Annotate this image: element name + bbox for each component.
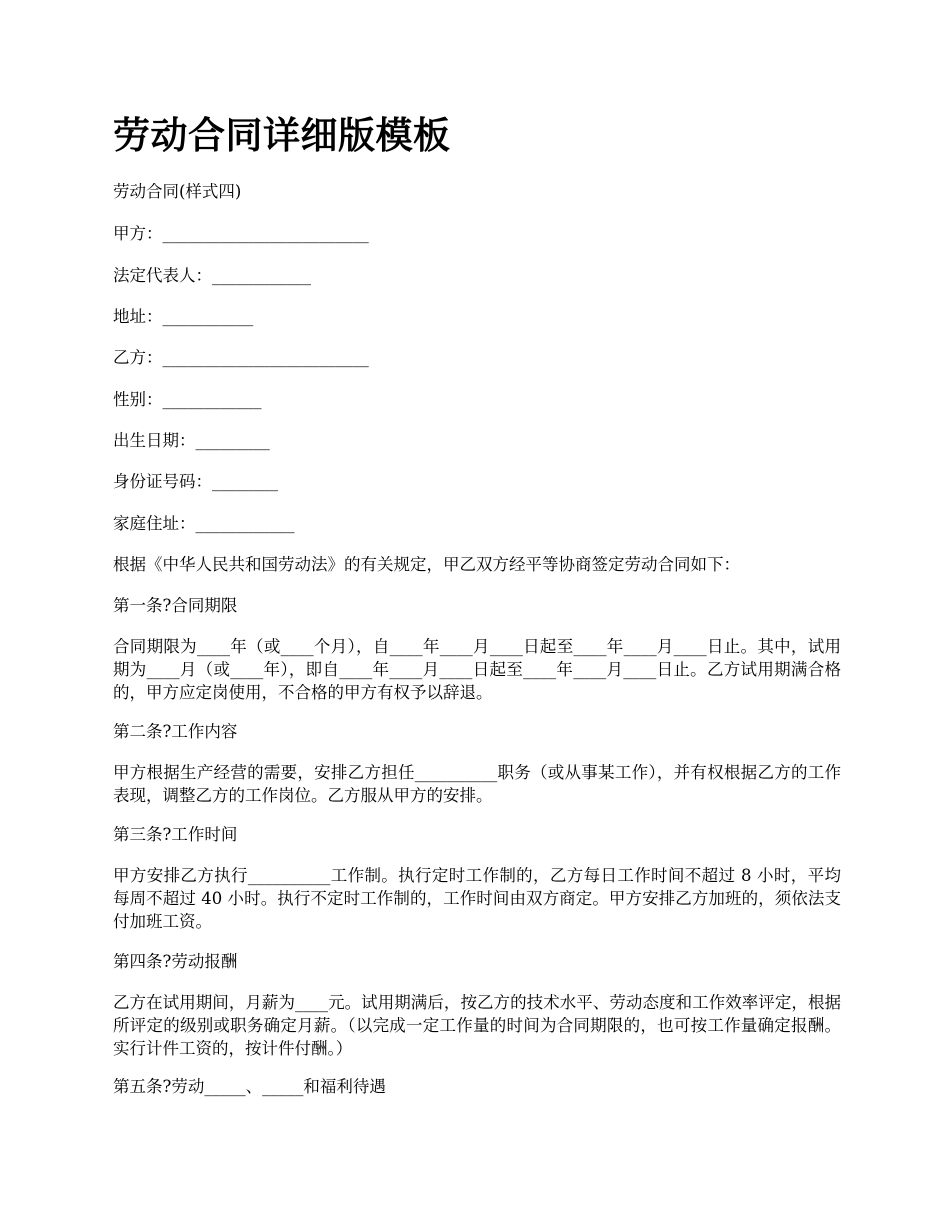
legal-representative-field: 法定代表人：____________ bbox=[113, 266, 311, 285]
article-4-body: 乙方在试用期间，月薪为____元。试用期满后，按乙方的技术水平、劳动态度和工作效率评定，根据所评定的级别或职务确定月薪。（以完成一定工作量的时间为合同期限的，也可按工作量确定报酬。实行计件工资的，按计件付酬。） bbox=[113, 993, 841, 1058]
preamble-paragraph: 根据《中华人民共和国劳动法》的有关规定，甲乙双方经平等协商签定劳动合同如下： bbox=[113, 555, 740, 574]
article-3-body: 甲方安排乙方执行__________工作制。执行定时工作制的，乙方每日工作时间不超过 8 小时，平均每周不超过 40 小时。执行不定时工作制的，工作时间由双方商定。甲方安排乙方加班的，须依法支付加班工资。 bbox=[113, 866, 841, 931]
article-3-heading: 第三条?工作时间 bbox=[113, 825, 238, 844]
article-5-heading: 第五条?劳动_____、_____和福利待遇 bbox=[113, 1077, 386, 1096]
contract-subtitle: 劳动合同(样式四) bbox=[113, 182, 242, 201]
home-address-field: 家庭住址：____________ bbox=[113, 514, 295, 533]
address-field: 地址：___________ bbox=[113, 307, 254, 326]
document-title: 劳动合同详细版模板 bbox=[113, 114, 451, 157]
article-1-heading: 第一条?合同期限 bbox=[113, 596, 238, 615]
article-2-body: 甲方根据生产经营的需要，安排乙方担任__________职务（或从事某工作），并有权根据乙方的工作表现，调整乙方的工作岗位。乙方服从甲方的安排。 bbox=[113, 763, 841, 805]
gender-field: 性别：____________ bbox=[113, 390, 262, 409]
article-1-body: 合同期限为____年（或____个月），自____年____月____日起至____年____月____日止。其中，试用期为____月（或____年），即自____年____月____日起至____年____月____日止。乙方试用期满合格的，甲方应定岗使用，不合格的甲方有权予以辞退。 bbox=[113, 637, 841, 702]
birth-date-field: 出生日期：_________ bbox=[113, 431, 270, 450]
id-number-field: 身份证号码：________ bbox=[113, 472, 278, 491]
article-4-heading: 第四条?劳动报酬 bbox=[113, 952, 238, 971]
party-a-field: 甲方：_________________________ bbox=[113, 224, 369, 243]
article-2-heading: 第二条?工作内容 bbox=[113, 722, 238, 741]
party-b-field: 乙方：_________________________ bbox=[113, 348, 369, 367]
